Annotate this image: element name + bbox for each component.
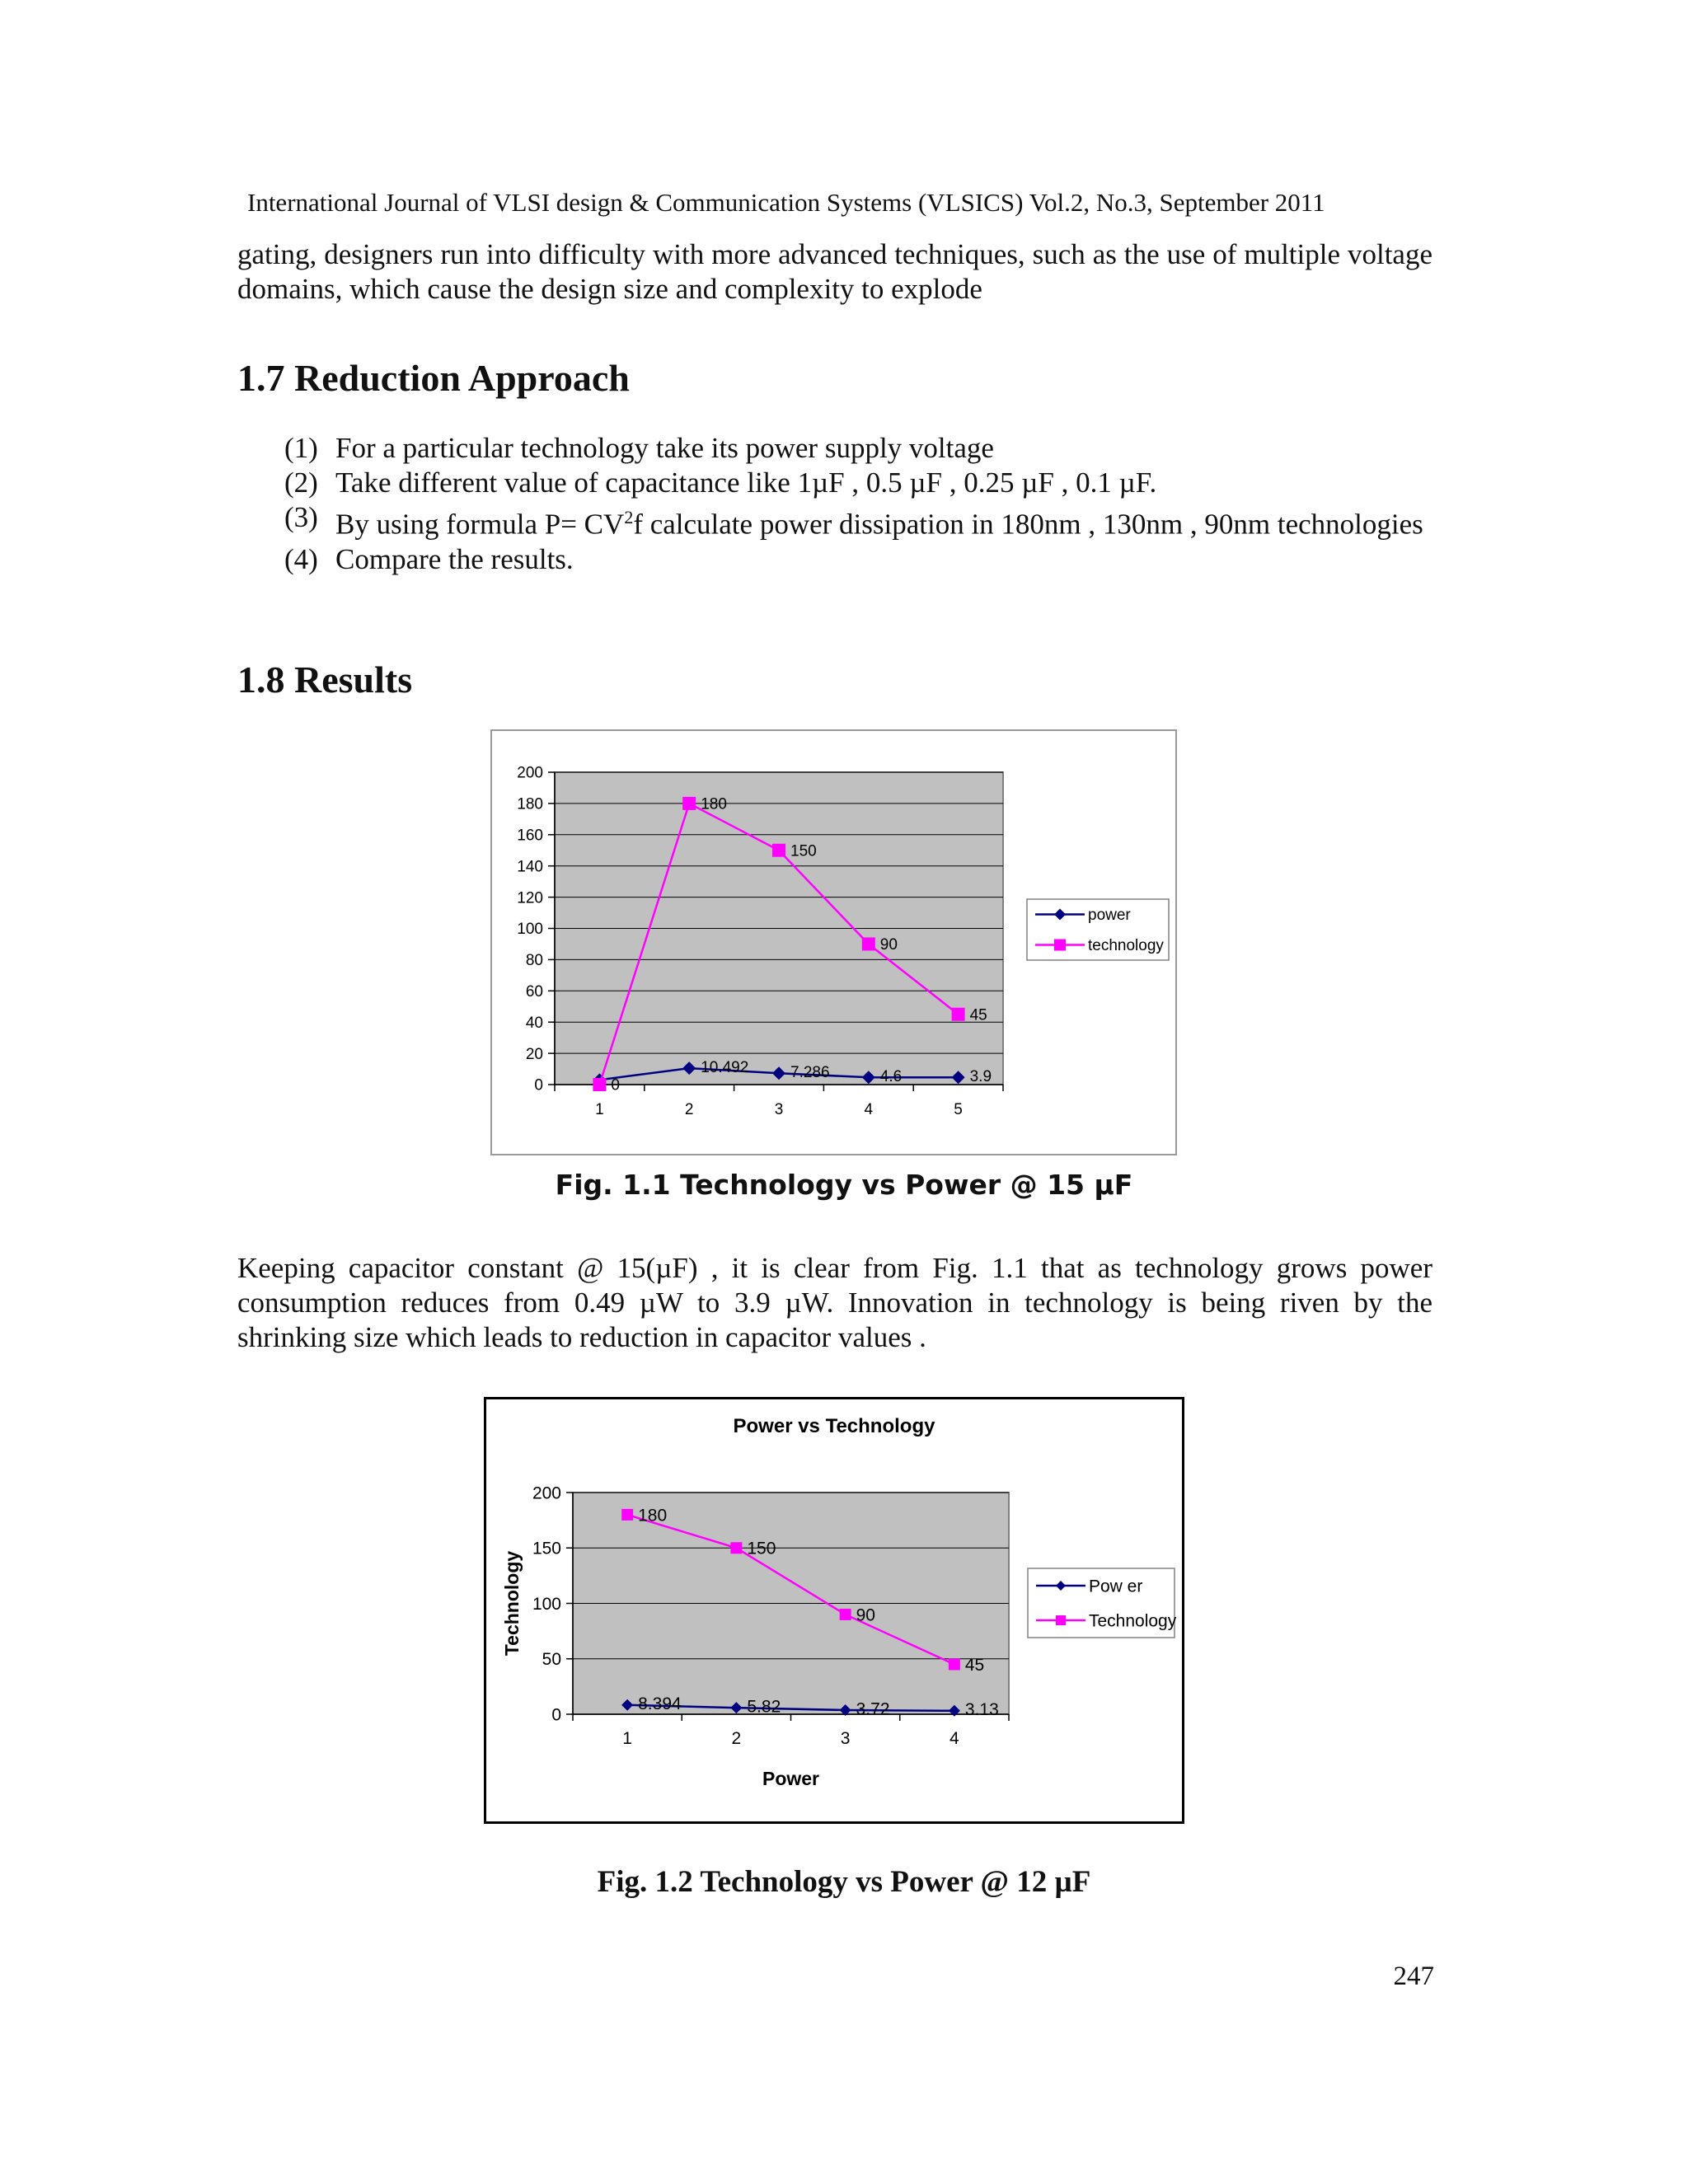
x-tick-label: 2 (684, 1101, 694, 1118)
data-label: 180 (701, 795, 727, 813)
results-paragraph: Keeping capacitor constant @ 15(µF) , it is clear from Fig. 1.1 that as technology grows power consumption reduces from 0.49 µW to 3.9 µW. Innovation in technology is being riven by the shrinking size which leads to reduction in capacitor values . (237, 1252, 1432, 1353)
data-label: 90 (856, 1605, 875, 1625)
data-label: 90 (879, 936, 898, 954)
list-item: (1) For a particular technology take its power supply voltage (284, 432, 994, 464)
y-tick-label: 140 (517, 858, 543, 876)
data-label: 45 (969, 1006, 987, 1024)
data-label: 3.13 (964, 1700, 999, 1720)
y-tick-label: 120 (517, 889, 543, 907)
x-tick-label: 1 (622, 1729, 632, 1748)
legend-entry: power (1088, 907, 1131, 925)
y-tick-label: 20 (525, 1045, 543, 1063)
legend-entry: Technology (1089, 1611, 1177, 1631)
data-label: 0 (611, 1076, 620, 1094)
data-point (621, 1509, 633, 1521)
y-tick-label: 60 (525, 982, 543, 1001)
figure-1-2-caption: Fig. 1.2 Technology vs Power @ 12 µF (597, 1865, 1091, 1899)
y-tick-label: 40 (525, 1014, 543, 1032)
journal-header: International Journal of VLSI design & Communication Systems (VLSICS) Vol.2, No.3, September 2011 (247, 188, 1325, 217)
chart-title: Power vs Technology (733, 1415, 935, 1437)
data-point (772, 844, 785, 857)
figure-1-1-caption: Fig. 1.1 Technology vs Power @ 15 µF (555, 1169, 1133, 1201)
x-tick-label: 3 (774, 1101, 784, 1118)
data-label: 8.394 (638, 1694, 682, 1714)
x-axis-title: Power (762, 1768, 820, 1789)
data-point (593, 1078, 606, 1091)
data-label: 3.72 (856, 1699, 890, 1719)
data-point (730, 1542, 742, 1554)
x-tick-label: 4 (950, 1729, 959, 1748)
x-tick-label: 2 (731, 1729, 742, 1748)
data-label: 180 (638, 1506, 668, 1526)
data-point (952, 1008, 965, 1021)
y-tick-label: 100 (517, 921, 543, 939)
legend-entry: Pow er (1089, 1577, 1143, 1596)
y-tick-label: 50 (542, 1650, 561, 1670)
intro-paragraph: gating, designers run into difficulty with more advanced techniques, such as the use of multiple voltage domains, which cause the design size and complexity to explode (237, 238, 1432, 305)
x-tick-label: 1 (595, 1101, 604, 1118)
section-heading-reduction-approach: 1.7 Reduction Approach (237, 357, 630, 399)
y-tick-label: 200 (532, 1483, 561, 1503)
y-tick-label: 180 (517, 795, 543, 813)
y-tick-label: 100 (532, 1594, 561, 1614)
data-label: 7.286 (790, 1063, 830, 1081)
data-label: 45 (964, 1655, 985, 1675)
figure-1-2-chart (484, 1397, 1184, 1824)
y-tick-label: 80 (525, 952, 543, 970)
y-tick-label: 0 (534, 1076, 543, 1094)
data-point (949, 1658, 960, 1670)
data-point (840, 1609, 851, 1620)
x-tick-label: 3 (840, 1729, 851, 1748)
x-tick-label: 5 (954, 1101, 963, 1118)
section-heading-results: 1.8 Results (237, 658, 413, 701)
list-item: (3) By using formula $P= CV^2f$ calculate power dissipation in 180nm , 130nm , 90nm technologies (284, 501, 1423, 541)
data-point (682, 797, 696, 810)
y-tick-label: 0 (551, 1705, 561, 1725)
x-tick-label: 4 (864, 1101, 874, 1118)
legend-marker (1054, 940, 1066, 951)
legend-marker (1056, 1615, 1066, 1625)
page-number: 247 (1393, 1961, 1434, 1991)
figure-1-1-chart (490, 729, 1177, 1155)
data-label: 3.9 (969, 1067, 992, 1085)
data-label: 150 (747, 1539, 776, 1558)
y-tick-label: 150 (532, 1539, 561, 1558)
y-tick-label: 160 (517, 827, 543, 845)
list-item: (2) Take different value of capacitance like 1µF , 0.5 µF , 0.25 µF , 0.1 µF. (284, 466, 1157, 499)
data-label: 4.6 (879, 1067, 903, 1085)
data-label: 150 (790, 842, 817, 860)
y-axis-title: Technology (501, 1550, 523, 1657)
data-label: 5.82 (747, 1697, 781, 1717)
approach-steps-list (284, 431, 1434, 577)
data-label: 10.492 (701, 1058, 749, 1076)
y-tick-label: 200 (517, 764, 543, 782)
data-point (862, 937, 875, 950)
list-item: (4) Compare the results. (284, 542, 574, 575)
legend-entry: technology (1088, 937, 1164, 955)
